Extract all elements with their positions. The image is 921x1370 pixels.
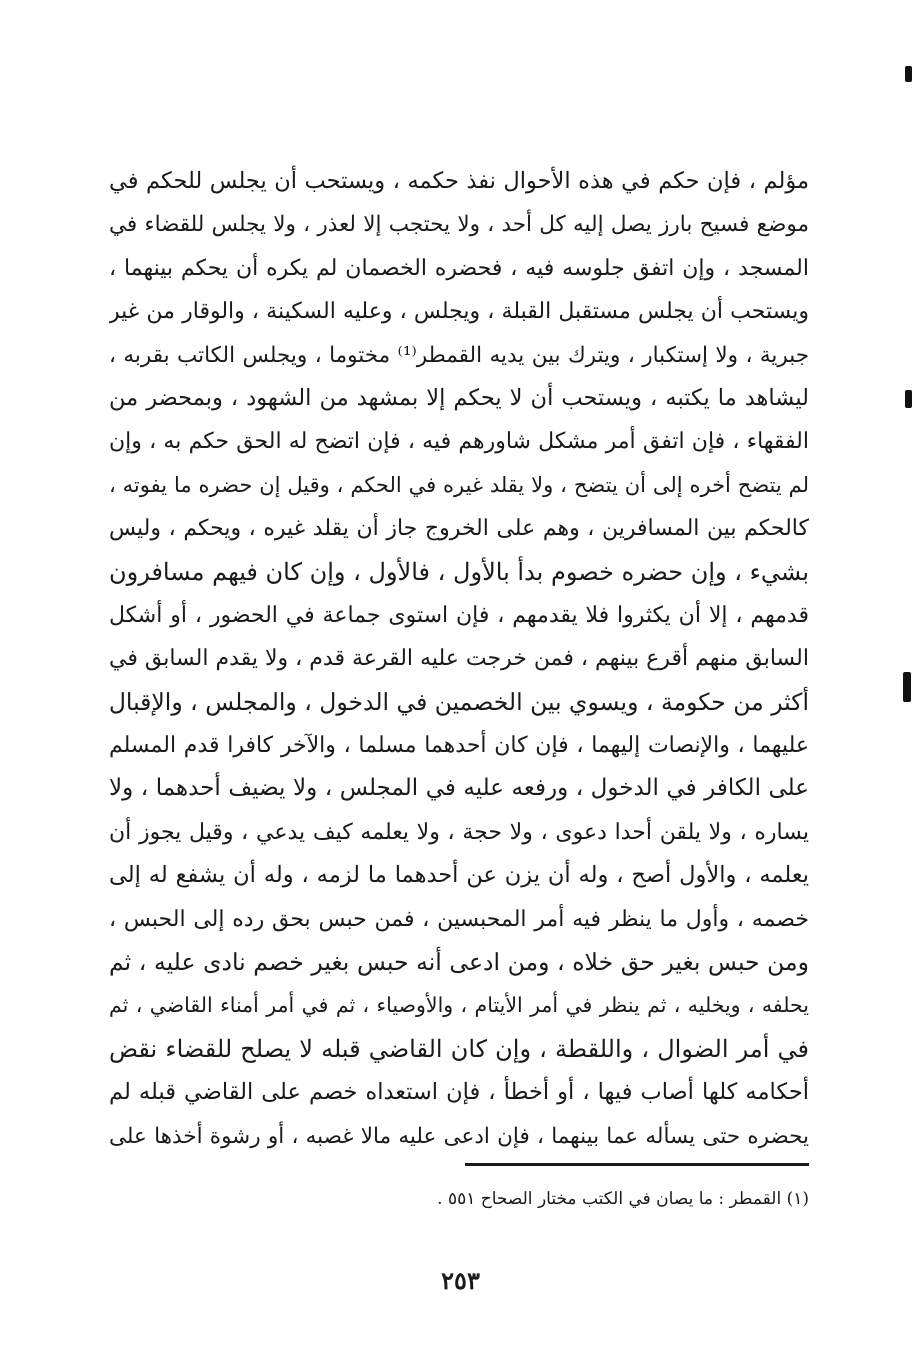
text-line-12: السابق منهم أقرع بينهم ، فمن خرجت عليه القرعة قدم ، ولا يقدم السابق في <box>109 646 809 672</box>
footnote: (١) القمطر : ما يصان في الكتب مختار الصحاح ٥٥١ . <box>437 1189 809 1209</box>
text-line-3: المسجد ، وإن اتفق جلوسه فيه ، فحضره الخصمان لم يكره أن يحكم بينهما ، <box>109 255 809 281</box>
text-line-7: الفقهاء ، فإن اتفق أمر مشكل شاورهم فيه ، فإن اتضح له الحق حكم به ، وإن <box>109 429 809 455</box>
text-line-2: موضع فسيح بارز يصل إليه كل أحد ، ولا يحتجب إلا لعذر ، ولا يجلس للقضاء في <box>109 212 809 238</box>
scan-edge-mark <box>905 390 912 408</box>
text-line-4: ويستحب أن يجلس مستقبل القبلة ، ويجلس ، وعليه السكينة ، والوقار من غير <box>109 299 809 325</box>
main-text-block <box>109 160 809 1158</box>
text-line-19: ومن حبس بغير حق خلاه ، ومن ادعى أنه حبس بغير خصم نادى عليه ، ثم <box>109 948 809 977</box>
text-line-6: ليشاهد ما يكتبه ، ويستحب أن لا يحكم إلا بمشهد من الشهود ، وبمحضر من <box>109 384 809 411</box>
scan-edge-mark <box>903 672 911 702</box>
text-line-21: في أمر الضوال ، واللقطة ، وإن كان القاضي قبله لا يصلح للقضاء نقض <box>109 1034 809 1063</box>
footnote-separator <box>465 1163 809 1166</box>
page-number: ٢٥٣ <box>441 1266 480 1295</box>
text-line-1: مؤلم ، فإن حكم في هذه الأحوال نفذ حكمه ، ويستحب أن يجلس للحكم في <box>109 168 809 194</box>
scan-edge-mark <box>905 66 912 82</box>
text-line-17: يعلمه ، والأول أصح ، وله أن يزن عن أحدهما ما لزمه ، وله أن يشفع له إلى <box>109 862 809 889</box>
text-line-18: خصمه ، وأول ما ينظر فيه أمر المحبسين ، فمن حبس بحق رده إلى الحبس ، <box>109 906 809 932</box>
text-line-15: على الكافر في الدخول ، ورفعه عليه في المجلس ، ولا يضيف أحدهما ، ولا <box>109 775 809 802</box>
text-line-13: أكثر من حكومة ، ويسوي بين الخصمين في الدخول ، والمجلس ، والإقبال <box>109 687 809 716</box>
text-line-8: لم يتضح أخره إلى أن يتضح ، ولا يقلد غيره في الحكم ، وقيل إن حضره ما يفوته ، <box>109 472 809 497</box>
text-line-14: عليهما ، والإنصات إليهما ، فإن كان أحدهما مسلما ، والآخر كافرا قدم المسلم <box>109 733 809 759</box>
text-line-22: أحكامه كلها أصاب فيها ، أو أخطأ ، فإن استعداه خصم على القاضي قبله لم <box>109 1079 809 1106</box>
text-line-9: كالحكم بين المسافرين ، وهم على الخروج جاز أن يقلد غيره ، ويحكم ، وليس <box>109 516 809 542</box>
text-line-5: جبرية ، ولا إستكبار ، ويترك بين يديه القمطر⁽¹⁾ مختوما ، ويجلس الكاتب بقربه ، <box>109 342 809 368</box>
text-line-11: قدمهم ، إلا أن يكثروا فلا يقدمهم ، فإن استوى جماعة في الحضور ، أو أشكل <box>109 602 809 628</box>
text-line-16: يساره ، ولا يلقن أحدا دعوى ، ولا حجة ، ولا يعلمه كيف يدعي ، وقيل يجوز أن <box>109 819 809 845</box>
text-line-20: يحلفه ، ويخليه ، ثم ينظر في أمر الأيتام ، والأوصياء ، ثم في أمر أمناء القاضي ، ثم <box>109 993 809 1018</box>
text-line-23: يحضره حتى يسأله عما بينهما ، فإن ادعى عليه مالا غصبه ، أو رشوة أخذها على <box>109 1123 809 1149</box>
text-line-10: بشيء ، وإن حضره خصوم بدأ بالأول ، فالأول ، وإن كان فيهم مسافرون <box>109 557 809 586</box>
